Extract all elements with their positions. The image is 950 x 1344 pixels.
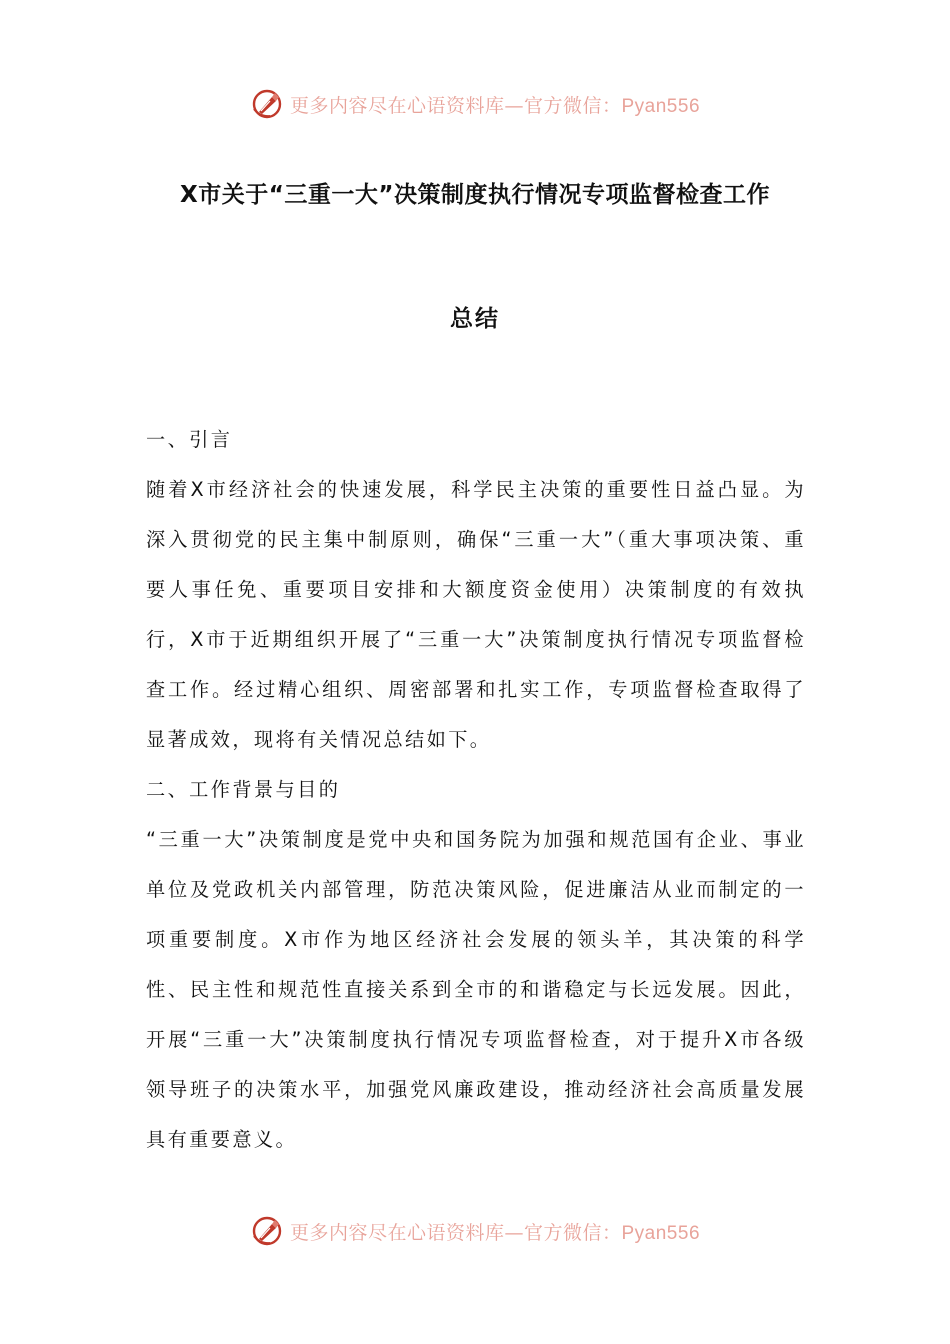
footer-banner-label: 更多内容尽在心语资料库—官方微信： <box>289 1221 622 1244</box>
paragraph-background: “三重一大”决策制度是党中央和国务院为加强和规范国有企业、事业单位及党政机关内部管理，防范决策风险，促进廉洁从业而制定的一项重要制度。X市作为地区经济社会发展的领头羊，其决策的科学性、民主性和规范性直接关系到全市的和谐稳定与长远发展。因此，开展“三重一大”决策制度执行情况专项监督检查，对于提升X市各级领导班子的决策水平，加强党风廉政建设，推动经济社会高质量发展具有重要意义。 <box>146 828 806 1151</box>
footer-wechat-id: Pyan556 <box>621 1222 701 1244</box>
pen-nib-logo-icon <box>250 87 284 121</box>
document-title-line-2: 总结 <box>450 306 500 332</box>
header-banner-label: 更多内容尽在心语资料库—官方微信： <box>289 94 622 117</box>
header-banner-text <box>290 91 700 118</box>
header-wechat-id: Pyan556 <box>621 95 701 117</box>
paragraph-introduction: 随着X市经济社会的快速发展，科学民主决策的重要性日益凸显。为深入贯彻党的民主集中制原则，确保“三重一大”（重大事项决策、重要人事任免、重要项目安排和大额度资金使用）决策制度的有效执行，X市于近期组织开展了“三重一大”决策制度执行情况专项监督检查工作。经过精心组织、周密部署和扎实工作，专项监督检查取得了显著成效，现将有关情况总结如下。 <box>146 478 806 751</box>
footer-banner-text <box>290 1218 700 1245</box>
pen-nib-logo-icon <box>250 1214 284 1248</box>
footer-watermark-banner <box>0 1211 950 1251</box>
footer-banner-inner <box>250 1214 700 1248</box>
section-heading-background: 二、工作背景与目的 <box>146 778 341 801</box>
section-heading-introduction: 一、引言 <box>146 428 233 451</box>
document-title-line-1: X市关于“三重一大”决策制度执行情况专项监督检查工作 <box>180 182 770 208</box>
document-body <box>146 415 806 1165</box>
header-watermark-banner <box>0 84 950 124</box>
header-banner-inner <box>250 87 700 121</box>
